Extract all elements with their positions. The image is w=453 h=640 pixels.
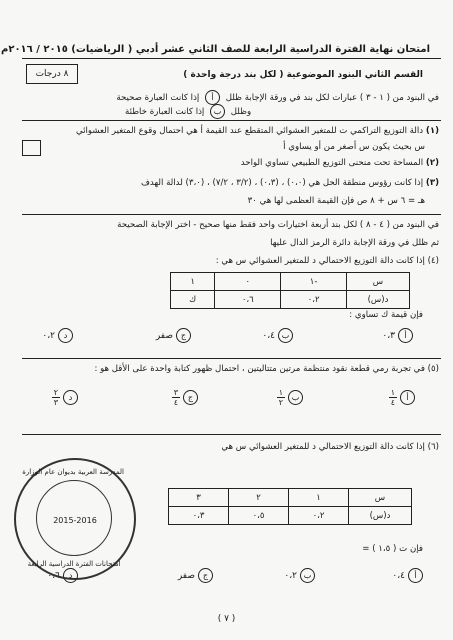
- q5-option-c[interactable]: [172, 388, 198, 407]
- q5-option-d[interactable]: [52, 388, 78, 407]
- fraction: [389, 388, 397, 407]
- tf-item-1: [76, 126, 439, 136]
- section-rule: [22, 358, 441, 359]
- header-rule: [22, 58, 441, 59]
- q5-stem: (٥) في تجربة رمي قطعة نقود منتظمة مرتين متتاليتين ، احتمال ظهور كتابة واحدة على الأقل هو :: [94, 364, 439, 374]
- q5-option-b[interactable]: [277, 388, 303, 407]
- table-cell: ٠،٢: [281, 291, 347, 309]
- option-letter: أ: [398, 328, 413, 343]
- item-number: (١): [425, 126, 439, 136]
- fraction-numerator: ٢: [53, 388, 58, 397]
- table-row: [169, 507, 412, 525]
- stamp-year: 2015-2016: [53, 516, 97, 525]
- q4-ask: فإن قيمة ك تساوي :: [349, 310, 423, 320]
- table-cell: ٠،٣: [169, 507, 229, 525]
- q4-option-a[interactable]: [382, 328, 413, 343]
- q5-option-a[interactable]: [389, 388, 415, 407]
- official-stamp: [14, 458, 136, 580]
- fraction: [277, 388, 285, 407]
- q6-stem: (٦) إذا كانت دالة التوزيع الاحتمالي د للمتغير العشوائي س هي: [221, 442, 439, 452]
- instruction-text: في البنود من ( ١ - ٣ ) عبارات لكل بند في ورقة الإجابة ظلل: [225, 93, 439, 103]
- fraction: [172, 388, 180, 407]
- table-cell: س: [347, 273, 410, 291]
- item-number: (٣): [425, 178, 439, 188]
- mc-intro-line2: ثم ظلل في ورقة الإجابة دائرة الرمز الدال عليها: [270, 238, 439, 248]
- option-text: ٠،٦: [47, 571, 60, 581]
- section-rule: [22, 434, 441, 435]
- fraction-numerator: ٣: [173, 388, 178, 397]
- option-letter: ب: [300, 568, 315, 583]
- q4-option-b[interactable]: [262, 328, 293, 343]
- answer-box: [22, 140, 41, 156]
- q6-option-c[interactable]: [178, 568, 213, 583]
- instruction-and: وظلل: [230, 107, 252, 117]
- option-letter: أ: [400, 390, 415, 405]
- q4-table: [170, 272, 410, 309]
- section-heading: القسم الثاني البنود الموضوعية ( لكل بند درجة واحدة ): [183, 70, 423, 80]
- option-letter: ب: [288, 390, 303, 405]
- table-row: [169, 489, 412, 507]
- circle-a-icon: أ: [205, 90, 220, 105]
- option-text: صفر: [155, 331, 173, 341]
- instruction-line-2: [125, 104, 251, 119]
- fraction-denominator: ٣: [53, 398, 58, 407]
- fraction-numerator: ١: [278, 388, 283, 397]
- option-letter: ب: [278, 328, 293, 343]
- item-text: المساحة تحت منحنى التوزيع الطبيعي تساوي الواحد: [240, 158, 424, 168]
- option-letter: ج: [183, 390, 198, 405]
- item-text: إذا كانت رؤوس منطقة الحل هي (٠،٠) ، (٠،٣) ، (٣/٢ ، ٧/٢) ، (٣،٠) لدالة الهدف: [140, 178, 424, 188]
- option-text: صفر: [177, 571, 195, 581]
- q4-option-c[interactable]: [156, 328, 191, 343]
- exam-title: امتحان نهاية الفترة الدراسية الرابعة للصف الثاني عشر أدبي ( الرياضيات) ٢٠١٥ / ٢٠١٦م: [1, 44, 430, 55]
- option-text: ٠،٢: [42, 331, 55, 341]
- q4-option-d[interactable]: [42, 328, 73, 343]
- table-row: [171, 291, 410, 309]
- item-text: دالة التوزيع التراكمي ت للمتغير العشوائي المتقطع عند القيمة أ هي احتمال وقوع المتغير العشوائي: [75, 126, 424, 136]
- tf-item-3: [141, 178, 439, 188]
- fraction-denominator: ٢: [278, 398, 283, 407]
- tf-item-3-line2: هـ = ٦ س + ٨ ص فإن القيمة العظمى لها هي ٣٠: [247, 196, 425, 206]
- section-rule: [22, 120, 441, 121]
- mc-intro-line1: في البنود من ( ٤ - ٨ ) لكل بند أربعة اختيارات واحد فقط منها صحيح - اختر الإجابة الصحيحة: [117, 220, 439, 230]
- fraction-numerator: ١: [390, 388, 395, 397]
- option-text: ٠،٤: [392, 571, 405, 581]
- table-cell: د(س): [347, 291, 410, 309]
- q6-ask: فإن ت ( ١،٥ ) =: [362, 544, 423, 554]
- option-text: ٠،٣: [382, 331, 395, 341]
- instruction-true: إذا كانت العبارة صحيحة: [116, 93, 200, 103]
- table-cell: ٣: [169, 489, 229, 507]
- table-cell: ٠،٦: [215, 291, 281, 309]
- item-number: (٢): [425, 158, 439, 168]
- option-letter: د: [63, 568, 78, 583]
- option-text: ٠،٤: [262, 331, 275, 341]
- table-cell: ٠،٥: [229, 507, 289, 525]
- table-cell: ٠،٢: [289, 507, 349, 525]
- option-letter: أ: [408, 568, 423, 583]
- fraction-denominator: ٤: [173, 398, 178, 407]
- q6-option-a[interactable]: [392, 568, 423, 583]
- stamp-text-top: المدرسة العربية بديوان عام الوزارة: [22, 468, 124, 476]
- table-cell: د(س): [349, 507, 412, 525]
- circle-b-icon: ب: [210, 104, 225, 119]
- stamp-text-bottom: امتحانات الفترة الدراسية الرابعة: [27, 560, 121, 568]
- table-cell: ٢: [229, 489, 289, 507]
- option-letter: ج: [198, 568, 213, 583]
- q6-table: [168, 488, 412, 525]
- q4-stem: (٤) إذا كانت دالة التوزيع الاحتمالي د للمتغير العشوائي س هي :: [215, 256, 439, 266]
- table-cell: ١: [171, 273, 215, 291]
- option-letter: ج: [176, 328, 191, 343]
- fraction: [52, 388, 60, 407]
- option-text: ٠،٢: [284, 571, 297, 581]
- section-rule: [22, 214, 441, 215]
- table-cell: ١: [289, 489, 349, 507]
- q6-option-b[interactable]: [284, 568, 315, 583]
- page-number: ( ٧ ): [217, 614, 236, 624]
- table-row: [171, 273, 410, 291]
- option-letter: د: [63, 390, 78, 405]
- table-cell: س: [349, 489, 412, 507]
- tf-item-1-line2: س بحيث يكون س أصغر من أو يساوي أ: [283, 142, 425, 152]
- fraction-denominator: ٤: [390, 398, 395, 407]
- instruction-line-1: [116, 90, 439, 105]
- instruction-false: إذا كانت العبارة خاطئة: [125, 107, 205, 117]
- option-letter: د: [58, 328, 73, 343]
- table-cell: ٠: [215, 273, 281, 291]
- marks-box: ٨ درجات: [26, 64, 78, 84]
- tf-item-2: [241, 158, 439, 168]
- table-cell: ك: [171, 291, 215, 309]
- table-cell: -١: [281, 273, 347, 291]
